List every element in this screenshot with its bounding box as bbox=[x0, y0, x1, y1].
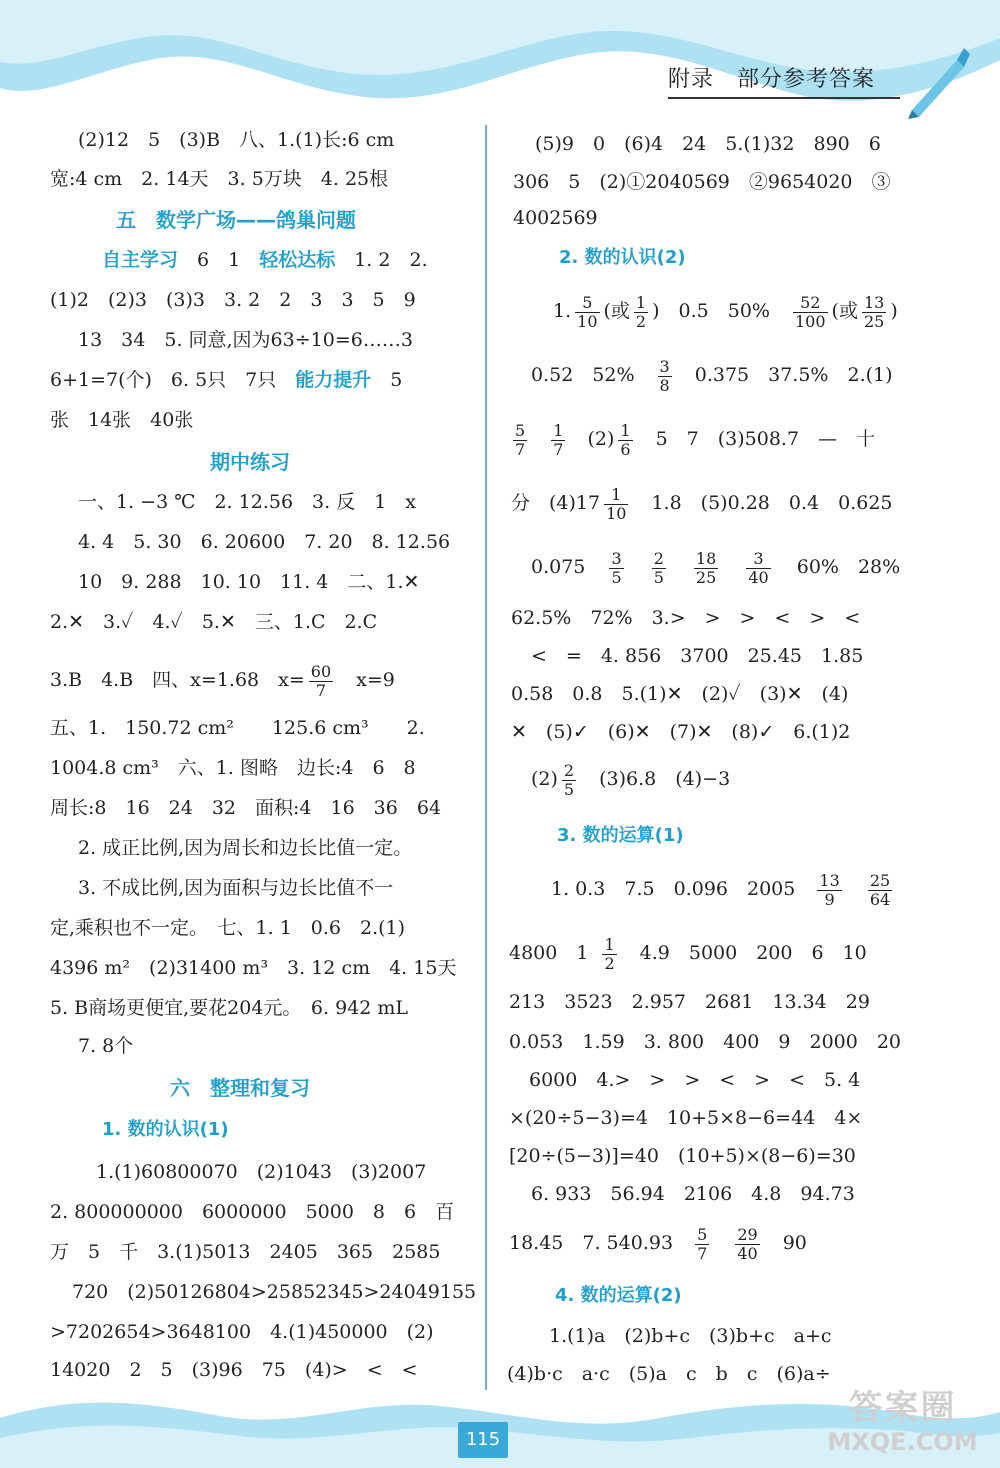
answer-line bbox=[551, 866, 896, 912]
fraction bbox=[694, 550, 718, 587]
answer-text: 6+1=7(个) 6. 5只 7只 bbox=[50, 369, 296, 391]
fraction bbox=[609, 550, 623, 587]
denominator: 7 bbox=[515, 439, 526, 459]
answer-line: 周长:8 16 24 32 面积:4 16 36 64 bbox=[50, 797, 442, 819]
numerator: 13 bbox=[819, 870, 840, 890]
answer-line: 306 5 (2)①2040569 ②9654020 ③ bbox=[513, 171, 891, 193]
answer-text: 18.45 7. 540.93 bbox=[509, 1232, 674, 1254]
numerator: 52 bbox=[793, 294, 828, 313]
answer-line: < = 4. 856 3700 25.45 1.85 bbox=[531, 645, 864, 667]
numerator: 13 bbox=[863, 292, 885, 312]
fraction bbox=[793, 294, 828, 331]
denominator: 40 bbox=[737, 1243, 758, 1263]
answer-text: 分 (4)17 bbox=[511, 492, 601, 514]
answer-text: x=9 bbox=[337, 669, 395, 691]
answer-line: (2)12 5 (3)B 八、1.(1)长:6 cm bbox=[78, 129, 395, 151]
numerator: 2 bbox=[563, 760, 575, 780]
answer-line bbox=[509, 416, 875, 462]
answer-line: 1.(1)a (2)b+c (3)b+c a+c bbox=[549, 1325, 832, 1347]
denominator: 5 bbox=[653, 567, 664, 587]
answer-line bbox=[531, 756, 730, 802]
answer-text: 6 1 bbox=[178, 249, 260, 271]
answer-line: (1)2 (2)3 (3)3 3. 2 2 3 3 5 9 bbox=[50, 289, 416, 311]
answer-line: 2. 成正比例,因为周长和边长比值一定。 bbox=[78, 837, 413, 859]
answer-line bbox=[50, 658, 395, 702]
fraction bbox=[634, 294, 648, 331]
numerator: 5 bbox=[697, 1224, 708, 1244]
answer-line bbox=[511, 480, 893, 526]
denominator: 6 bbox=[620, 439, 631, 459]
answer-line: 张 14张 40张 bbox=[50, 409, 194, 431]
answer-text: (3)6.8 (4)−3 bbox=[580, 768, 731, 790]
fraction bbox=[604, 486, 628, 523]
answer-line: 3. 不成比例,因为面积与边长比值不一 bbox=[78, 877, 394, 899]
fraction bbox=[695, 1226, 709, 1263]
numerator: 60 bbox=[310, 661, 332, 681]
answer-line: 213 3523 2.957 2681 13.34 29 bbox=[509, 991, 870, 1013]
answer-line: 4396 m² (2)31400 m³ 3. 12 cm 4. 15天 bbox=[50, 957, 457, 979]
denominator: 40 bbox=[748, 567, 769, 587]
answer-text: 0.375 37.5% 2.(1) bbox=[675, 364, 893, 386]
fraction bbox=[817, 872, 841, 909]
answer-line: 4. 4 5. 30 6. 20600 7. 20 8. 12.56 bbox=[78, 531, 451, 553]
denominator: 9 bbox=[824, 889, 835, 909]
numerator: 1 bbox=[604, 486, 628, 505]
fraction bbox=[551, 422, 565, 459]
inline-heading: 轻松达标 bbox=[259, 249, 336, 271]
answer-line: 1.(1)60800070 (2)1043 (3)2007 bbox=[96, 1161, 427, 1183]
answer-line bbox=[102, 248, 428, 272]
denominator: 5 bbox=[611, 567, 622, 587]
answer-text: (或 bbox=[831, 300, 858, 322]
answer-text: 90 bbox=[763, 1232, 807, 1254]
answer-line: 0.58 0.8 5.(1)✕ (2)✓ (3)✕ (4) bbox=[511, 683, 849, 705]
answer-line: 2.✕ 3.✓ 4.✓ 5.✕ 三、1.C 2.C bbox=[50, 611, 378, 633]
watermark-logo bbox=[810, 1388, 995, 1466]
numerator: 3 bbox=[746, 550, 770, 569]
answer-text: 1. 2 2. bbox=[335, 249, 428, 271]
section-heading: 五 数学广场——鸽巢问题 bbox=[116, 208, 356, 232]
fraction bbox=[746, 550, 770, 587]
answer-text: 1. 0.3 7.5 0.096 2005 bbox=[551, 878, 796, 900]
answer-line bbox=[509, 1220, 807, 1266]
answer-line: 定,乘积也不一定。 七、1. 1 0.6 2.(1) bbox=[50, 917, 406, 939]
answer-line: 14020 2 5 (3)96 75 (4)> < < bbox=[50, 1359, 418, 1381]
denominator: 7 bbox=[553, 439, 564, 459]
fraction bbox=[652, 550, 666, 587]
answer-text: 1.8 (5)0.28 0.4 0.625 bbox=[632, 492, 893, 514]
answer-line: ×(20÷5−3)=4 10+5×8−6=44 4× bbox=[509, 1107, 863, 1129]
answer-text: (或 bbox=[603, 300, 630, 322]
answer-line: 6000 4.> > > < > < 5. 4 bbox=[529, 1069, 861, 1091]
numerator: 1 bbox=[635, 292, 647, 312]
fraction bbox=[602, 936, 616, 973]
numerator: 29 bbox=[737, 1224, 758, 1244]
column-divider bbox=[485, 125, 487, 1390]
section-heading: 期中练习 bbox=[210, 450, 290, 474]
subsection-heading: 3. 数的运算(1) bbox=[557, 825, 684, 846]
answer-line: 宽:4 cm 2. 14天 3. 5万块 4. 25根 bbox=[50, 168, 389, 190]
watermark-cn: 答案圈 bbox=[848, 1388, 957, 1428]
denominator: 64 bbox=[869, 889, 891, 909]
answer-line bbox=[553, 288, 898, 334]
inline-heading: 能力提升 bbox=[295, 369, 372, 391]
answer-text: 0.52 52% bbox=[531, 364, 654, 386]
answer-text: (2) bbox=[587, 428, 615, 450]
answer-line: (5)9 0 (6)4 24 5.(1)32 890 6 bbox=[535, 133, 881, 155]
numerator: 5 bbox=[515, 420, 526, 440]
answer-line: 万 5 千 3.(1)5013 2405 365 2585 bbox=[50, 1241, 441, 1263]
numerator: 1 bbox=[620, 420, 631, 440]
denominator: 10 bbox=[606, 503, 627, 523]
answer-line: >7202654>3648100 4.(1)450000 (2) bbox=[50, 1321, 434, 1343]
answer-line bbox=[531, 544, 900, 590]
answer-text: (2) bbox=[531, 768, 558, 790]
section-heading: 六 整理和复习 bbox=[170, 1076, 310, 1100]
answer-line: 10 9. 288 10. 10 11. 4 二、1.✕ bbox=[78, 571, 420, 593]
numerator: 2 bbox=[653, 548, 664, 568]
fraction bbox=[618, 422, 632, 459]
answer-line: 0.053 1.59 3. 800 400 9 2000 20 bbox=[509, 1031, 902, 1053]
answer-line: (4)b·c a·c (5)a c b c (6)a÷ bbox=[507, 1363, 831, 1385]
answer-line bbox=[50, 368, 402, 392]
denominator: 10 bbox=[577, 311, 598, 331]
answer-text: 1. bbox=[553, 300, 572, 322]
numerator: 1 bbox=[553, 420, 564, 440]
numerator: 3 bbox=[611, 548, 622, 568]
denominator: 25 bbox=[863, 311, 885, 331]
answer-text: 4800 1 bbox=[509, 942, 589, 964]
answer-text: 0.075 bbox=[531, 556, 586, 578]
watermark-en: MXQE.COM bbox=[827, 1428, 978, 1456]
answer-text: 4.9 5000 200 6 10 bbox=[620, 942, 867, 964]
answer-line: 4002569 bbox=[513, 207, 598, 229]
fraction bbox=[735, 1226, 759, 1263]
answer-line: 5. B商场更便宜,要花204元。 6. 942 mL bbox=[50, 997, 409, 1019]
answer-line: 62.5% 72% 3.> > > < > < bbox=[511, 607, 861, 629]
answer-line: 7. 8个 bbox=[78, 1035, 134, 1057]
inline-heading: 自主学习 bbox=[102, 249, 179, 271]
answer-line: 一、1. −3 ℃ 2. 12.56 3. 反 1 x bbox=[78, 491, 417, 513]
answer-line: 五、1. 150.72 cm² 125.6 cm³ 2. bbox=[50, 717, 425, 739]
answer-line bbox=[509, 930, 867, 976]
answer-text: 5 bbox=[371, 369, 403, 391]
fraction bbox=[575, 294, 599, 331]
denominator: 7 bbox=[697, 1243, 708, 1263]
subsection-heading: 2. 数的认识(2) bbox=[559, 247, 686, 268]
answer-line: 2. 800000000 6000000 5000 8 6 百 bbox=[50, 1201, 455, 1223]
numerator: 18 bbox=[695, 548, 717, 568]
answer-line: [20÷(5−3)]=40 (10+5)×(8−6)=30 bbox=[509, 1145, 856, 1167]
answer-text: ) 0.5 50% bbox=[652, 300, 789, 322]
denominator: 5 bbox=[563, 779, 575, 799]
pen-icon bbox=[902, 40, 972, 120]
subsection-heading: 1. 数的认识(1) bbox=[102, 1119, 229, 1140]
fraction bbox=[513, 422, 527, 459]
denominator: 25 bbox=[695, 567, 717, 587]
fraction bbox=[309, 663, 333, 700]
answer-line: 1004.8 cm³ 六、1. 图略 边长:4 6 8 bbox=[50, 757, 416, 779]
numerator: 25 bbox=[869, 870, 891, 890]
denominator: 7 bbox=[315, 680, 327, 700]
answer-text: 60% 28% bbox=[796, 556, 901, 578]
numerator: 5 bbox=[575, 294, 599, 313]
answer-line: 6. 933 56.94 2106 4.8 94.73 bbox=[531, 1183, 855, 1205]
answer-text: 3.B 4.B 四、x=1.68 x= bbox=[50, 669, 305, 691]
fraction bbox=[562, 762, 576, 799]
fraction bbox=[868, 872, 892, 909]
answer-text: 5 7 (3)508.7 — 十 bbox=[636, 428, 876, 450]
page-number: 115 bbox=[458, 1422, 508, 1458]
answer-line bbox=[531, 352, 893, 398]
fraction bbox=[862, 294, 886, 331]
denominator: 8 bbox=[659, 375, 670, 395]
subsection-heading: 4. 数的运算(2) bbox=[555, 1285, 682, 1306]
answer-line: 13 34 5. 同意,因为63÷10=6……3 bbox=[78, 329, 413, 351]
answer-text: ) bbox=[890, 300, 898, 322]
denominator: 2 bbox=[604, 953, 615, 973]
numerator: 1 bbox=[604, 934, 615, 954]
denominator: 100 bbox=[794, 311, 826, 331]
denominator: 2 bbox=[635, 311, 647, 331]
answer-line: ✕ (5)✓ (6)✕ (7)✕ (8)✓ 6.(1)2 bbox=[511, 721, 851, 743]
numerator: 3 bbox=[659, 356, 670, 376]
answer-line: 720 (2)50126804>25852345>24049155 bbox=[72, 1281, 477, 1303]
header-title: 附录 部分参考答案 bbox=[668, 62, 900, 99]
fraction bbox=[658, 358, 672, 395]
